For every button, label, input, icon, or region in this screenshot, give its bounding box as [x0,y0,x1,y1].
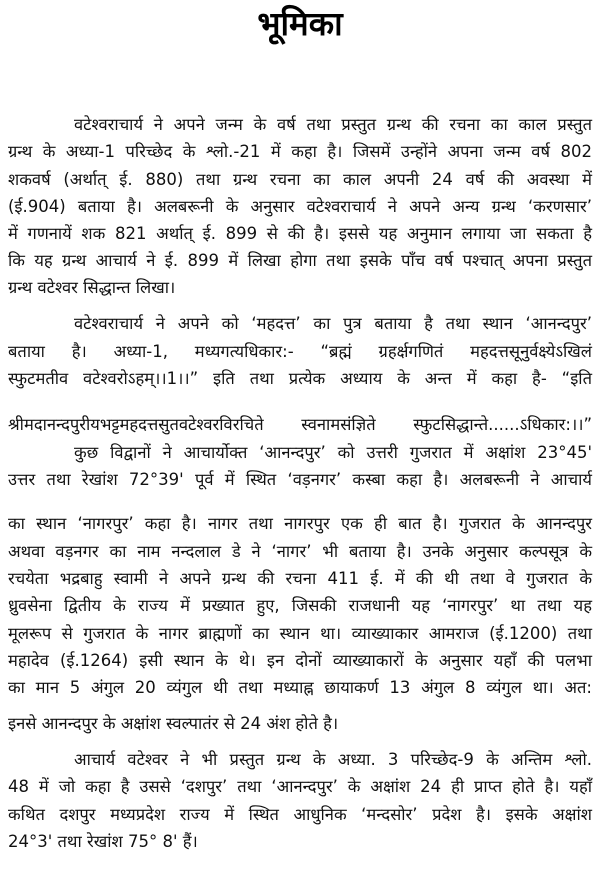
text-line: उत्तर तथा रेखांश 72°39' पूर्व में स्थित ‘वड़नगर’ कस्बा कहा है। अलबरूनी ने आचार्य [8,470,592,489]
text-line: इनसे आनन्दपुर के अक्षांश स्वल्पातंर से 24 अंश होते है। [8,714,339,733]
text-line: वटेश्वराचार्य ने अपने को ‘महदत्त’ का पुत्र बताया है तथा स्थान ‘आनन्दपुर’ [74,314,592,333]
text-line: अथवा वड़नगर का नाम नन्दलाल डे ने ‘नागर’ भी बताया है। उनके अनुसार कल्पसूत्र के [8,542,592,561]
text-line: का मान 5 अंगुल 20 व्यंगुल थी तथा मध्याह्न छायाकर्ण 13 अंगुल 8 व्यंगुल था। अत: [8,678,592,697]
text-line: ध्रुवसेना द्वितीय के राज्य में प्रख्यात हुए, जिसकी राजधानी यह ‘नागरपुर’ था तथा यह [8,596,592,615]
page-title: भूमिका [257,4,343,43]
text-line: का स्थान ‘नागरपुर’ कहा है। नागर तथा नागरपुर एक ही बात है। गुजरात के आनन्दपुर [8,514,592,533]
text-line: कि यह ग्रन्थ आचार्य ने ई. 899 में लिखा होगा तथा इसके पाँच वर्ष पश्चात् अपना प्रस्तुत [8,251,592,270]
text-line: मूलरूप से गुजरात के नागर ब्राह्मणों का स्थान था। व्याख्याकार आमराज (ई.1200) तथा [8,624,592,643]
text-line: कुछ विद्वानों ने आचार्योक्त ‘आनन्दपुर’ को उत्तरी गुजरात में अक्षांश 23°45' [74,443,592,462]
text-line: 48 में जो कहा है उससे ‘दशपुर’ तथा ‘आनन्दपुर’ के अक्षांश 24 ही प्राप्त होते है। यहाँ [8,777,592,796]
text-line: महादेव (ई.1264) इसी स्थान के थे। इन दोनों व्याख्याकारों के अनुसार यहाँ की पलभा [8,651,592,670]
text-line: (ई.904) बताया है। अलबरूनी के अनुसार वटेश्वराचार्य ने अपने अन्य ग्रन्थ ‘करणसार’ [8,197,592,216]
text-line: 24°3' तथा रेखांश 75° 8' हैं। [8,832,198,851]
text-line: ग्रन्थ के अध्या-1 परिच्छेद के श्लो.-21 में कहा है। जिसमें उन्होंने अपना जन्म वर्ष 802 [8,142,592,161]
text-line: वटेश्वराचार्य ने अपने जन्म के वर्ष तथा प्रस्तुत ग्रन्थ की रचना का काल प्रस्तुत [74,115,592,134]
text-line: रचयेता भद्रबाहु स्वामी ने अपने ग्रन्थ की रचना 411 ई. में की थी तथा वे गुजरात के [8,569,592,588]
text-line: श्रीमदानन्दपुरीयभट्टमहदत्तसुतवटेश्वरविरचिते स्वनामसंज्ञिते स्फुटसिद्धान्ते......ऽधिकार:।।” [8,415,592,434]
text-line: बताया है। अध्या-1, मध्यगत्यधिकार:- “ब्रह्मं ग्रहर्क्षगणितं महदत्तसूनुर्वक्ष्येऽखिलं [8,342,592,361]
text-line: ग्रन्थ वटेश्वर सिद्धान्त लिखा। [8,278,176,297]
text-line: स्फुटमतीव वटेश्वरोऽहम्।।1।।” इति तथा प्रत्येक अध्याय के अन्त में कहा है- “इति [8,369,592,388]
text-line: कथित दशपुर मध्यप्रदेश राज्य में स्थित आधुनिक ‘मन्दसोर’ प्रदेश है। इसके अक्षांश [8,805,592,824]
text-line: में गणनायें शक 821 अर्थात् ई. 899 से की है। इससे यह अनुमान लगाया जा सकता है [8,224,592,243]
text-line: शकवर्ष (अर्थात् ई. 880) तथा ग्रन्थ रचना का काल अपनी 24 वर्ष की अवस्था में [8,170,592,189]
text-line: आचार्य वटेश्वर ने भी प्रस्तुत ग्रन्थ के अध्या. 3 परिच्छेद-9 के अन्तिम श्लो. [74,750,592,769]
